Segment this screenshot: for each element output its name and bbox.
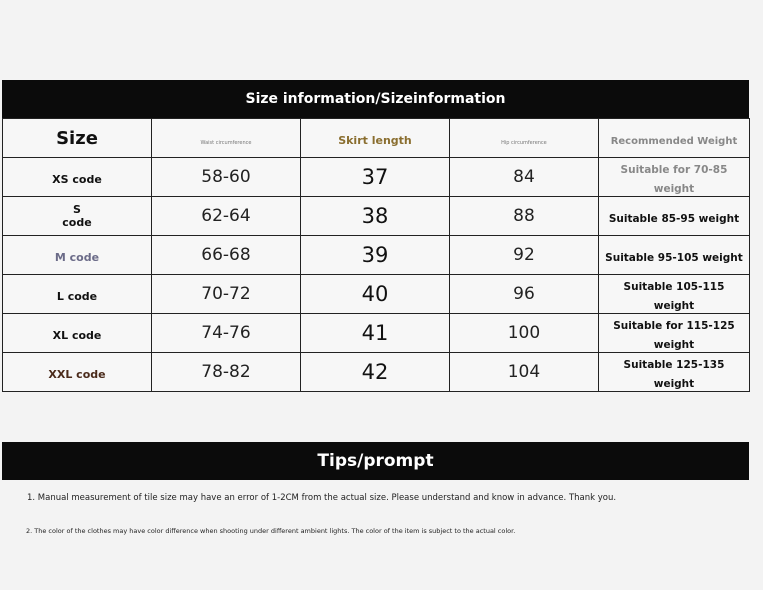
size-cell [3, 158, 152, 197]
hip-cell [449, 158, 598, 197]
waist-value: 74-76 [201, 323, 251, 343]
hip-value: 84 [513, 167, 535, 187]
tips-title: Tips/prompt [317, 451, 434, 471]
table-row [3, 353, 750, 392]
length-value: 40 [361, 282, 389, 306]
size-cell [3, 197, 152, 236]
waist-cell [151, 236, 300, 275]
weight-value: Suitable for 115-125 weight [613, 320, 735, 351]
weight-value: Suitable for 70-85 weight [620, 164, 728, 195]
table-header-row [3, 119, 750, 158]
size-label: S code [62, 202, 92, 229]
header-size-label: Size [56, 127, 98, 149]
hip-value: 96 [513, 284, 535, 304]
weight-value: Suitable 105-115 weight [623, 281, 725, 312]
hip-cell [449, 197, 598, 236]
hip-cell [449, 353, 598, 392]
length-cell [300, 236, 449, 275]
weight-cell [598, 314, 749, 353]
waist-cell [151, 158, 300, 197]
header-waist-label: Waist circumference [200, 139, 252, 146]
length-cell [300, 275, 449, 314]
size-label: L code [56, 289, 98, 303]
hip-cell [449, 275, 598, 314]
table-row [3, 314, 750, 353]
waist-cell [151, 353, 300, 392]
waist-cell [151, 275, 300, 314]
header-weight [598, 119, 749, 158]
weight-cell [598, 353, 749, 392]
hip-value: 100 [507, 323, 541, 343]
header-weight-label: Recommended Weight [610, 135, 738, 147]
waist-cell [151, 197, 300, 236]
size-cell [3, 353, 152, 392]
hip-value: 92 [513, 245, 535, 265]
waist-cell [151, 314, 300, 353]
weight-value: Suitable 125-135 weight [623, 359, 725, 390]
table-row [3, 158, 750, 197]
length-cell [300, 158, 449, 197]
header-length [300, 119, 449, 158]
weight-cell [598, 236, 749, 275]
size-cell [3, 314, 152, 353]
hip-value: 88 [513, 206, 535, 226]
length-cell [300, 197, 449, 236]
header-size [3, 119, 152, 158]
tip-note-1: 1. Manual measurement of tile size may have an error of 1-2CM from the actual size. Please understand and know in advance. Thank you. [27, 493, 617, 503]
weight-cell [598, 158, 749, 197]
waist-value: 70-72 [201, 284, 251, 304]
size-table [2, 118, 750, 392]
weight-cell [598, 197, 749, 236]
length-value: 38 [361, 204, 389, 228]
length-value: 37 [361, 165, 389, 189]
length-value: 39 [361, 243, 389, 267]
length-value: 41 [361, 321, 389, 345]
header-hip [449, 119, 598, 158]
size-cell [3, 275, 152, 314]
table-row [3, 275, 750, 314]
length-cell [300, 314, 449, 353]
header-waist [151, 119, 300, 158]
waist-value: 78-82 [201, 362, 251, 382]
waist-value: 66-68 [201, 245, 251, 265]
waist-value: 58-60 [201, 167, 251, 187]
weight-value: Suitable 85-95 weight [608, 212, 740, 225]
size-information-banner [2, 80, 749, 118]
size-label: XS code [52, 172, 102, 186]
header-hip-label: Hip circumference [501, 139, 547, 146]
tips-banner [2, 442, 749, 480]
tip-note-2: 2. The color of the clothes may have color difference when shooting under different ambient lights. The color of the item is subject to the actual color. [26, 527, 516, 535]
size-cell [3, 236, 152, 275]
length-cell [300, 353, 449, 392]
weight-value: Suitable 95-105 weight [605, 251, 743, 264]
length-value: 42 [361, 360, 389, 384]
hip-cell [449, 236, 598, 275]
size-label: XL code [52, 328, 102, 342]
header-length-label: Skirt length [338, 133, 412, 147]
hip-value: 104 [507, 362, 541, 382]
waist-value: 62-64 [201, 206, 251, 226]
hip-cell [449, 314, 598, 353]
size-label: XXL code [48, 367, 106, 381]
table-row [3, 197, 750, 236]
weight-cell [598, 275, 749, 314]
size-information-title: Size information/Sizeinformation [245, 91, 506, 107]
size-label: M code [54, 250, 100, 264]
table-row [3, 236, 750, 275]
